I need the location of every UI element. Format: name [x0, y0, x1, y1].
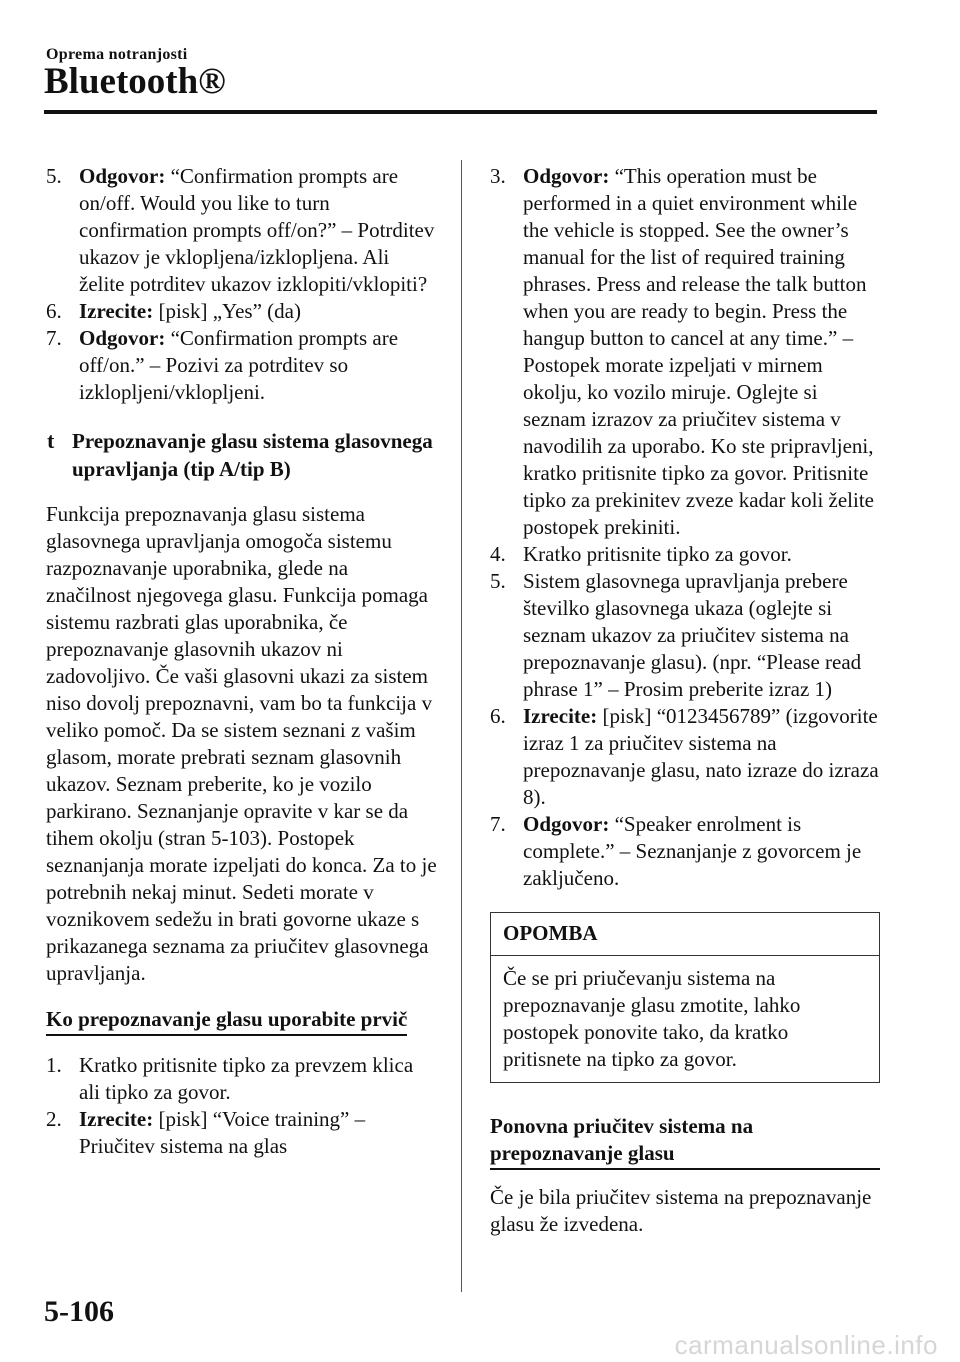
step-label: Izrecite:	[79, 299, 154, 323]
step-number: 3.	[490, 164, 506, 188]
step-text: “Confirmation prompts are on/off. Would you like to turn confirmation prompts off/on?” – Potrditev ukazov je vklopljena/izklopljena. Ali želite potrditev ukazov izklopiti/vklopiti?	[79, 164, 435, 296]
title-rule	[44, 110, 877, 114]
list-item	[46, 163, 438, 298]
list-item	[46, 1106, 438, 1160]
list-item	[490, 541, 880, 568]
underlined-heading: Ko prepoznavanje glasu uporabite prvič	[46, 1006, 407, 1036]
list-item	[490, 703, 880, 811]
column-divider	[461, 160, 462, 1292]
step-text: Kratko pritisnite tipko za govor.	[523, 542, 792, 566]
step-list-a	[46, 163, 438, 406]
step-number: 2.	[46, 1107, 62, 1131]
step-text: “This operation must be performed in a quiet environment while the vehicle is stopped. See the owner’s manual for the list of required training phrases. Press and release the talk button when you are ready to begin. Press the hangup button to cancel at any time.” – Postopek morate izpeljati v mirnem okolju, ko vozilo miruje. Oglejte si seznam izrazov za priučitev sistema v navodilih za uporabo. Ko ste pripravljeni, kratko pritisnite tipko za govor. Pritisnite tipko za prekinitev zveze kadar koli želite postopek prekiniti.	[523, 164, 875, 539]
step-text: Kratko pritisnite tipko za prevzem klica ali tipko za govor.	[79, 1053, 414, 1104]
underlined-heading: Ponovna priučitev sistema na prepoznavanje glasu	[490, 1113, 880, 1170]
step-number: 5.	[46, 164, 62, 188]
step-label: Odgovor:	[79, 326, 166, 350]
subsection-heading-text: Prepoznavanje glasu sistema glasovnega upravljanja (tip A/tip B)	[72, 429, 433, 481]
step-label: Izrecite:	[79, 1107, 154, 1131]
left-column	[46, 163, 438, 1160]
note-box	[490, 912, 880, 1083]
step-text: [pisk] “Voice training” – Priučitev sistema na glas	[79, 1107, 366, 1158]
list-item	[46, 1052, 438, 1106]
step-number: 7.	[46, 326, 62, 350]
note-text: Če se pri priučevanju sistema na prepoznavanje glasu zmotite, lahko postopek ponovite tako, da kratko pritisnete na tipko za govor.	[503, 966, 801, 1071]
step-number: 7.	[490, 812, 506, 836]
step-number: 4.	[490, 542, 506, 566]
step-number: 1.	[46, 1053, 62, 1077]
list-item	[46, 298, 438, 325]
step-label: Odgovor:	[523, 812, 610, 836]
right-column	[490, 163, 880, 1238]
step-list-b	[46, 1052, 438, 1160]
page-title: Bluetooth®	[44, 61, 226, 102]
section-bullet-icon: t	[47, 428, 55, 453]
step-label: Odgovor:	[523, 164, 610, 188]
step-text: “Confirmation prompts are off/on.” – Pozivi za potrditev so izklopljeni/vklopljeni.	[79, 326, 399, 404]
subsection-heading	[46, 427, 438, 483]
body-paragraph: Če je bila priučitev sistema na prepoznavanje glasu že izvedena.	[490, 1185, 872, 1236]
list-item	[46, 325, 438, 406]
step-text: Sistem glasovnega upravljanja prebere številko glasovnega ukaza (oglejte si seznam ukazov za priučitev sistema na prepoznavanje glasu). (npr. “Please read phrase 1” – Prosim preberite izraz 1)	[523, 569, 862, 701]
list-item	[490, 568, 880, 703]
step-number: 6.	[490, 704, 506, 728]
body-paragraph: Funkcija prepoznavanja glasu sistema glasovnega upravljanja omogoča sistemu razpoznavanje uporabnika, glede na značilnost njegovega glasu. Funkcija pomaga sistemu razbrati glas uporabnika, če prepoznavanje glasovnih ukazov ni zadovoljivo. Če vaši glasovni ukazi za sistem niso dovolj prepoznavni, vam bo ta funkcija v veliko pomoč. Da se sistem seznani z vašim glasom, morate prebrati seznam glasovnih ukazov. Seznam preberite, ko je vozilo parkirano. Seznanjanje opravite v kar se da tihem okolju (stran 5-103). Postopek seznanjanja morate izpeljati do konca. Za to je potrebnih nekaj minut. Sedeti morate v voznikovem sedežu in brati govorne ukaze s prikazanega seznama za priučitev glasovnega upravljanja.	[46, 502, 437, 985]
step-label: Odgovor:	[79, 164, 166, 188]
list-item	[490, 163, 880, 541]
page-number: 5-106	[44, 1295, 114, 1328]
step-text: [pisk] „Yes” (da)	[153, 299, 301, 323]
list-item	[490, 811, 880, 892]
section-label: Oprema notranjosti	[46, 46, 188, 63]
step-number: 6.	[46, 299, 62, 323]
watermark: carmanualsonline.info	[674, 1330, 938, 1360]
step-text: [pisk] “0123456789” (izgovorite izraz 1 za priučitev sistema na prepoznavanje glasu, nato izraze do izraza 8).	[523, 704, 879, 809]
step-text: “Speaker enrolment is complete.” – Seznanjanje z govorcem je zaključeno.	[523, 812, 862, 890]
step-list-c	[490, 163, 880, 892]
note-title: OPOMBA	[491, 913, 879, 956]
step-label: Izrecite:	[523, 704, 598, 728]
step-number: 5.	[490, 569, 506, 593]
